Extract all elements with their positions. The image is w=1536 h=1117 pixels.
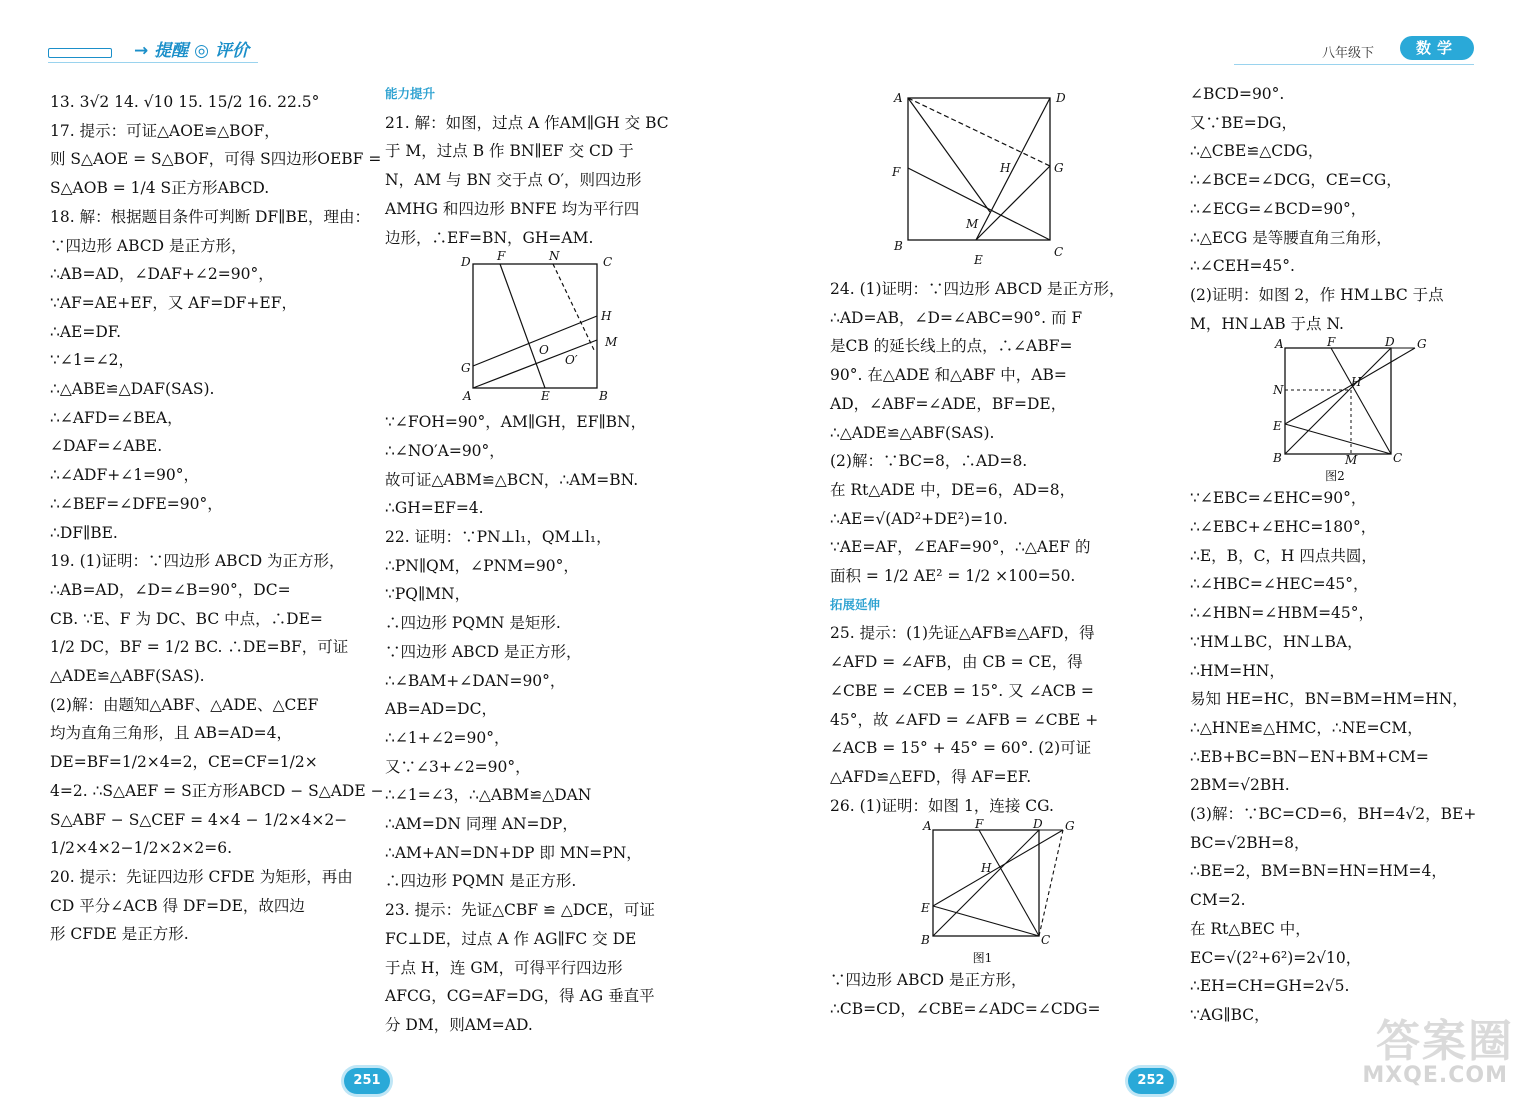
text-line: ∴∠BCE=∠DCG，CE=CG，: [1190, 171, 1402, 190]
svg-text:E: E: [920, 901, 930, 916]
text-line: ∠AFD = ∠AFB，由 CB = CE，得: [830, 653, 1083, 672]
svg-text:M: M: [605, 335, 618, 350]
text-line: M，HN⊥AB 于点 N.: [1190, 314, 1344, 333]
page-number-right: 252: [1128, 1068, 1174, 1094]
text-line: ∵AF=AE+EF，又 AF=DF+EF，: [50, 293, 297, 312]
svg-text:G: G: [461, 361, 471, 376]
svg-text:B: B: [1273, 451, 1282, 466]
text-line: 20. 提示：先证四边形 CFDE 为矩形，再由: [50, 867, 353, 886]
svg-text:A: A: [922, 819, 932, 834]
text-line: 分 DM，则AM=AD.: [385, 1015, 533, 1034]
svg-text:F: F: [892, 165, 901, 179]
text-line: ∴△ECG 是等腰直角三角形，: [1190, 228, 1392, 247]
page-number-left: 251: [344, 1068, 390, 1094]
text-line: CM=2.: [1190, 891, 1246, 910]
text-line: AB=AD=DC，: [385, 700, 497, 719]
text-line: 均为直角三角形，且 AB=AD=4，: [50, 724, 292, 743]
text-line: 又∵∠3+∠2=90°，: [385, 757, 531, 776]
text-line: 易知 HE=HC，BN=BM=HM=HN，: [1190, 690, 1468, 709]
svg-text:O: O: [539, 343, 549, 358]
text-line: ∵AE=AF，∠EAF=90°，∴△AEF 的: [830, 538, 1091, 557]
text-line: ∴△HNE≌△HMC，∴NE=CM，: [1190, 718, 1423, 737]
text-line: ∴E，B，C，H 四点共圆，: [1190, 546, 1377, 565]
section-heading-extension: 拓展延伸: [830, 596, 881, 612]
text-line: 故可证△ABM≌△BCN，∴AM=BN.: [385, 470, 639, 489]
text-line: △ADE≌△ABF(SAS).: [50, 667, 205, 686]
svg-text:H: H: [1351, 375, 1362, 390]
text-line: AD，∠ABF=∠ADE，BF=DE，: [830, 394, 1067, 413]
text-line: 26. (1)证明：如图 1，连接 CG.: [830, 796, 1054, 815]
text-line: ∴AB=AD，∠DAF+∠2=90°，: [50, 265, 274, 284]
watermark-logo-text: 答案圈: [1376, 1016, 1514, 1067]
column-3: [830, 275, 1135, 1024]
text-line: 21. 解：如图，过点 A 作AM∥GH 交 BC: [385, 113, 669, 132]
watermark-url: MXQE.COM: [1362, 1063, 1508, 1088]
text-line: ∴∠HBN=∠HBM=45°，: [1190, 604, 1375, 623]
text-line: ∴∠BAM+∠DAN=90°，: [385, 671, 566, 690]
text-line: ∴AB=AD，∠D=∠B=90°，DC=: [50, 580, 291, 599]
text-line: BC=√2BH=8，: [1190, 833, 1310, 852]
text-line: 在 Rt△ADE 中，DE=6，AD=8，: [830, 480, 1076, 499]
text-line: EC=√(2²+6²)=2√10，: [1190, 948, 1362, 967]
text-line: FC⊥DE，过点 A 作 AG∥FC 交 DE: [385, 929, 637, 948]
svg-text:B: B: [894, 239, 903, 253]
text-line: 又∵BE=DG，: [1190, 113, 1298, 132]
svg-text:A: A: [463, 389, 472, 404]
svg-text:E: E: [974, 253, 983, 267]
svg-text:F: F: [497, 249, 506, 264]
svg-text:B: B: [599, 389, 608, 404]
header-brand: → 提醒 ◎ 评价: [134, 41, 249, 61]
svg-text:D: D: [1385, 335, 1395, 350]
text-line: ∴EH=CH=GH=2√5.: [1190, 977, 1350, 996]
svg-text:C: C: [603, 255, 613, 270]
text-line: ∵四边形 ABCD 是正方形，: [385, 642, 582, 661]
text-line: ∴△ABE≌△DAF(SAS).: [50, 380, 215, 399]
header-left: [48, 34, 308, 64]
svg-text:D: D: [461, 255, 471, 270]
text-line: ∴∠ECG=∠BCD=90°，: [1190, 199, 1367, 218]
subject-badge: 数学: [1400, 36, 1474, 60]
svg-text:A: A: [894, 91, 903, 105]
svg-text:N: N: [1273, 383, 1284, 398]
svg-text:C: C: [1393, 451, 1403, 466]
text-line: AMHG 和四边形 BNFE 均为平行四: [385, 199, 640, 218]
text-line: △AFD≌△EFD，得 AF=EF.: [830, 767, 1032, 786]
text-line: ∴AM+AN=DN+DP 即 MN=PN，: [385, 843, 642, 862]
text-line: ∴DF∥BE.: [50, 523, 118, 542]
text-line: (2)解：∵BC=8，∴AD=8.: [830, 452, 1028, 471]
text-line: S△AOB = 1/4 S正方形ABCD.: [50, 179, 270, 198]
text-line: ∴AE=√(AD²+DE²)=10.: [830, 509, 1008, 528]
svg-text:F: F: [1327, 335, 1336, 350]
text-line: ∠CBE = ∠CEB = 15°. 又 ∠ACB =: [830, 681, 1094, 700]
watermark: [1354, 1005, 1514, 1105]
text-line: ∴BE=2，BM=BN=HN=HM=4，: [1190, 862, 1447, 881]
text-line: ∴HM=HN，: [1190, 661, 1285, 680]
text-line: ∴∠HBC=∠HEC=45°，: [1190, 575, 1369, 594]
text-line: ∴∠CEH=45°.: [1190, 257, 1295, 276]
text-line: ∴∠NO′A=90°，: [385, 441, 505, 460]
header-rule: [48, 62, 258, 63]
text-line: 则 S△AOE = S△BOF，可得 S四边形OEBF =: [50, 150, 382, 169]
text-line: ∵四边形 ABCD 是正方形，: [50, 236, 247, 255]
text-line: ∴AM=DN 同理 AN=DP，: [385, 815, 578, 834]
svg-text:G: G: [1064, 819, 1075, 834]
text-line: 45°，故 ∠AFD = ∠AFB = ∠CBE +: [830, 710, 1099, 729]
text-line: ∠BCD=90°.: [1190, 85, 1285, 103]
text-line: ∴GH=EF=4.: [385, 499, 484, 518]
text-line: 2BM=√2BH.: [1190, 776, 1290, 795]
text-line: CB. ∵E、F 为 DC、BC 中点，∴DE=: [50, 609, 323, 628]
text-line: ∴EB+BC=BN−EN+BM+CM=: [1190, 747, 1429, 766]
grade-label: 八年级下: [1321, 46, 1374, 61]
text-line: 是CB 的延长线上的点，∴∠ABF=: [830, 337, 1073, 356]
text-line: 17. 提示：可证△AOE≌△BOF，: [50, 121, 280, 140]
text-line: 边形，∴EF=BN，GH=AM.: [385, 228, 594, 247]
text-line: 24. (1)证明：∵四边形 ABCD 是正方形，: [830, 280, 1125, 298]
figure-q23-wrapper: [870, 84, 1080, 272]
text-line: ∴∠AFD=∠BEA，: [50, 408, 183, 427]
figure-q26-1: [893, 817, 1075, 948]
text-line: S△ABF − S△CEF = 4×4 − 1/2×4×2−: [50, 810, 348, 829]
text-line: 25. 提示：(1)先证△AFB≌△AFD，得: [830, 624, 1095, 643]
text-line: AFCG，CG=AF=DG，得 AG 垂直平: [385, 987, 655, 1006]
svg-text:O′: O′: [565, 353, 578, 368]
svg-text:A: A: [1275, 337, 1284, 352]
figure-caption: 图2: [1325, 469, 1345, 484]
text-line: 13. 3√2 14. √10 15. 15/2 16. 22.5°: [50, 93, 320, 111]
text-line: 于点 H，连 GM，可得平行四边形: [385, 958, 623, 977]
section-heading-ability: 能力提升: [385, 86, 436, 101]
text-line: 1/2×4×2−1/2×2×2=6.: [50, 839, 233, 858]
svg-text:M: M: [1345, 453, 1358, 468]
text-line: ∵四边形 ABCD 是正方形，: [830, 971, 1027, 990]
svg-text:D: D: [1056, 91, 1066, 105]
figure-q23: [870, 84, 1080, 272]
svg-text:G: G: [1417, 337, 1427, 352]
svg-text:H: H: [1000, 161, 1011, 175]
text-line: 90°. 在△ADE 和△ABF 中，AB=: [830, 366, 1067, 385]
text-line: ∵PQ∥MN，: [385, 585, 471, 604]
text-line: ∴∠EBC+∠EHC=180°，: [1190, 518, 1377, 537]
text-line: ∴△CBE≌△CDG，: [1190, 142, 1324, 161]
column-4: [1190, 80, 1480, 1030]
text-line: ∠DAF=∠ABE.: [50, 437, 163, 456]
text-line: N，AM 与 BN 交于点 O′，则四边形: [385, 171, 642, 190]
text-line: ∵∠FOH=90°，AM∥GH，EF∥BN，: [385, 413, 647, 432]
text-line: ∵∠1=∠2，: [50, 351, 135, 370]
text-line: 面积 = 1/2 AE² = 1/2 ×100=50.: [830, 567, 1076, 586]
text-line: CD 平分∠ACB 得 DF=DE，故四边: [50, 896, 305, 915]
text-line: ∠ACB = 15° + 45° = 60°. (2)可证: [830, 739, 1092, 758]
text-line: ∴∠BEF=∠DFE=90°，: [50, 494, 223, 513]
text-line: 22. 证明：∵PN⊥l₁，QM⊥l₁，: [385, 528, 612, 547]
text-line: 形 CFDE 是正方形.: [50, 925, 189, 944]
text-line: ∴PN∥QM，∠PNM=90°，: [385, 556, 579, 575]
svg-text:E: E: [1273, 419, 1282, 434]
text-line: ∴∠1=∠3，∴△ABM≌△DAN: [385, 786, 592, 805]
svg-text:C: C: [1054, 245, 1064, 259]
svg-text:H: H: [601, 309, 612, 324]
text-line: 1/2 DC，BF = 1/2 BC. ∴DE=BF，可证: [50, 638, 349, 657]
text-line: (2)解：由题知△ABF、△ADE、△CEF: [50, 695, 319, 714]
figure-q26-2: [1245, 335, 1427, 468]
figure-q21: [455, 249, 625, 404]
svg-text:N: N: [549, 249, 560, 264]
text-line: ∵∠EBC=∠EHC=90°，: [1190, 489, 1367, 508]
text-line: ∴∠ADF+∠1=90°，: [50, 466, 200, 485]
svg-text:C: C: [1040, 933, 1050, 948]
text-line: ∴CB=CD，∠CBE=∠ADC=∠CDG=: [830, 1000, 1101, 1019]
text-line: ∴△ADE≌△ABF(SAS).: [830, 423, 995, 442]
text-line: ∴四边形 PQMN 是正方形.: [385, 872, 577, 891]
svg-text:B: B: [920, 933, 930, 948]
text-line: ∴四边形 PQMN 是矩形.: [385, 614, 561, 633]
figure-caption: 图1: [972, 951, 993, 966]
text-line: (2)证明：如图 2，作 HM⊥BC 于点: [1190, 285, 1444, 304]
text-line: ∴AD=AB，∠D=∠ABC=90°. 而 F: [830, 308, 1083, 327]
svg-text:F: F: [974, 817, 983, 832]
header-decoration: [48, 48, 112, 58]
svg-text:M: M: [966, 217, 979, 231]
text-line: ∵HM⊥BC，HN⊥BA，: [1190, 632, 1363, 651]
text-line: ∵AG∥BC，: [1190, 1005, 1270, 1024]
text-line: ∴∠1+∠2=90°，: [385, 728, 510, 747]
text-line: 在 Rt△BEC 中，: [1190, 919, 1311, 938]
header-rule-right: [1234, 64, 1474, 65]
text-line: ∴AE=DF.: [50, 322, 122, 341]
svg-text:H: H: [980, 861, 991, 876]
column-2: [385, 80, 695, 1040]
svg-text:D: D: [1032, 817, 1043, 832]
svg-text:G: G: [1054, 161, 1064, 175]
text-line: (3)解：∵BC=CD=6，BH=4√2，BE+: [1190, 805, 1477, 824]
header-right: [1234, 34, 1474, 64]
text-line: 18. 解：根据题目条件可判断 DF∥BE，理由：: [50, 207, 371, 226]
text-line: 19. (1)证明：∵四边形 ABCD 为正方形，: [50, 552, 345, 571]
text-line: DE=BF=1/2×4=2，CE=CF=1/2×: [50, 753, 318, 772]
text-line: 于 M，过点 B 作 BN∥EF 交 CD 于: [385, 142, 634, 161]
svg-text:E: E: [541, 389, 550, 404]
text-line: 4=2. ∴S△AEF = S正方形ABCD − S△ADE −: [50, 781, 384, 800]
column-1: [50, 88, 384, 949]
text-line: 23. 提示：先证△CBF ≌ △DCE，可证: [385, 901, 655, 920]
